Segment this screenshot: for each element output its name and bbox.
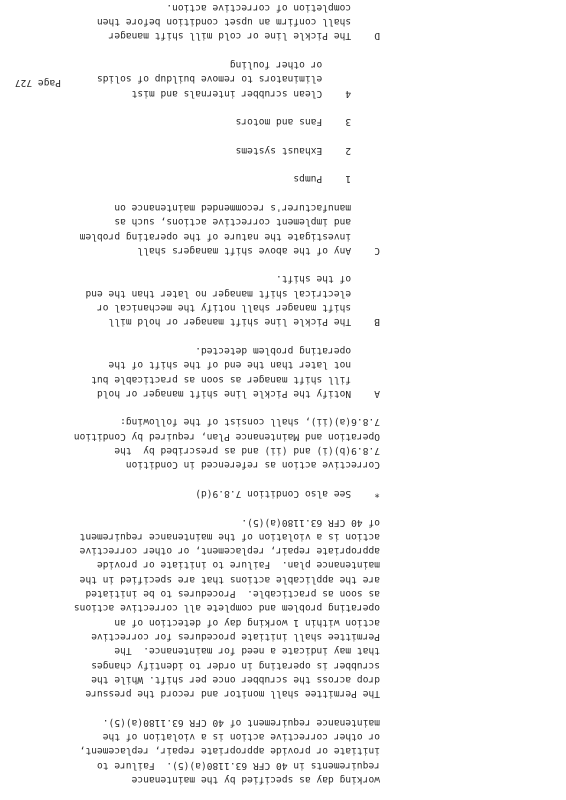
text-line: requirements in 40 CFR 63.1180(a)(5). Failure to: [96, 759, 380, 771]
text-line: or other corrective action is a violation of the: [102, 731, 380, 743]
text-line: or other fouling: [229, 59, 380, 70]
text-line: 3 Fans and motors: [235, 116, 380, 128]
text-line: of 40 CFR 63.1180(a)(5).: [241, 516, 380, 528]
text-line: that may indicate a need for maintenance. The: [114, 645, 380, 657]
text-line: The Permittee shall monitor and record the pressure: [85, 688, 380, 700]
text-line: 4 Clean scrubber internals and mist: [131, 87, 380, 99]
text-line: working day as specified by the maintenance: [131, 774, 380, 785]
text-line: operating problem and complete all corrective actions: [73, 602, 380, 614]
text-line: completion of corrective action.: [166, 1, 380, 13]
text-line: initiate or provide appropriate repair, replacement,: [79, 745, 380, 757]
text-line: scrubber is operating in order to identify changes: [91, 659, 380, 671]
text-line: D The Pickle line or cold mill shift manager: [108, 30, 380, 42]
text-line: are the applicable actions that are specified in the: [79, 573, 380, 585]
text-line: Operation and Maintenance Plan, required by Condition: [73, 430, 380, 442]
text-line: fill shift manager as soon as practicable but: [91, 373, 380, 385]
text-line: shall confirm an upset condition before then: [96, 16, 380, 28]
text-line: A Notify the Pickle line shift manager or hold: [96, 387, 380, 399]
text-line: action within 1 working day of detection of an: [114, 616, 380, 628]
text-line: appropriate repair, replacement, or other corrective: [79, 545, 380, 557]
text-line: B The Pickle line shift manager or hold mill: [108, 316, 380, 328]
page-number: Page 727: [14, 77, 61, 88]
text-line: eliminators to remove buildup of solids: [96, 73, 380, 85]
text-line: 1 Pumps: [293, 173, 380, 185]
text-line: 7.8.6(a)(ii), shall consist of the following:: [120, 416, 380, 428]
text-line: electrical shift manager no later than the end: [85, 287, 380, 299]
text-line: not later than the end of the shift of the: [108, 359, 380, 371]
text-line: 7.8.9(b)(i) and (ii) and as prescribed by the: [114, 445, 380, 457]
text-line: C Any of the above shift managers shall: [137, 244, 380, 256]
text-line: operating problem detected.: [195, 345, 380, 356]
text-line: maintenance plan. Failure to initiate or provide: [96, 559, 380, 571]
text-line: of the shift.: [276, 273, 380, 285]
text-line: * See also Condition 7.8.9(d): [195, 488, 380, 499]
text-line: Permittee shall initiate procedures for corrective: [91, 631, 380, 642]
text-line: maintenance requirement of 40 CFR 63.1180(a)(5).: [102, 716, 380, 728]
text-line: drop across the scrubber once per shift. While the: [91, 673, 380, 685]
text-line: as soon as practicable. Procedures to be initiated: [85, 588, 380, 600]
text-line: action is a violation of the maintenance requirement: [79, 530, 380, 542]
text-line: manufacturer's recommended maintenance on: [114, 202, 380, 213]
text-line: 2 Exhaust systems: [235, 144, 380, 156]
text-line: shift manager shall notify the mechanical or: [96, 302, 380, 314]
text-line: Corrective action as referenced in Condition: [125, 459, 380, 471]
text-line: investigate the nature of the operating problem: [79, 230, 380, 242]
text-line: and implement corrective actions, such as: [114, 216, 380, 228]
